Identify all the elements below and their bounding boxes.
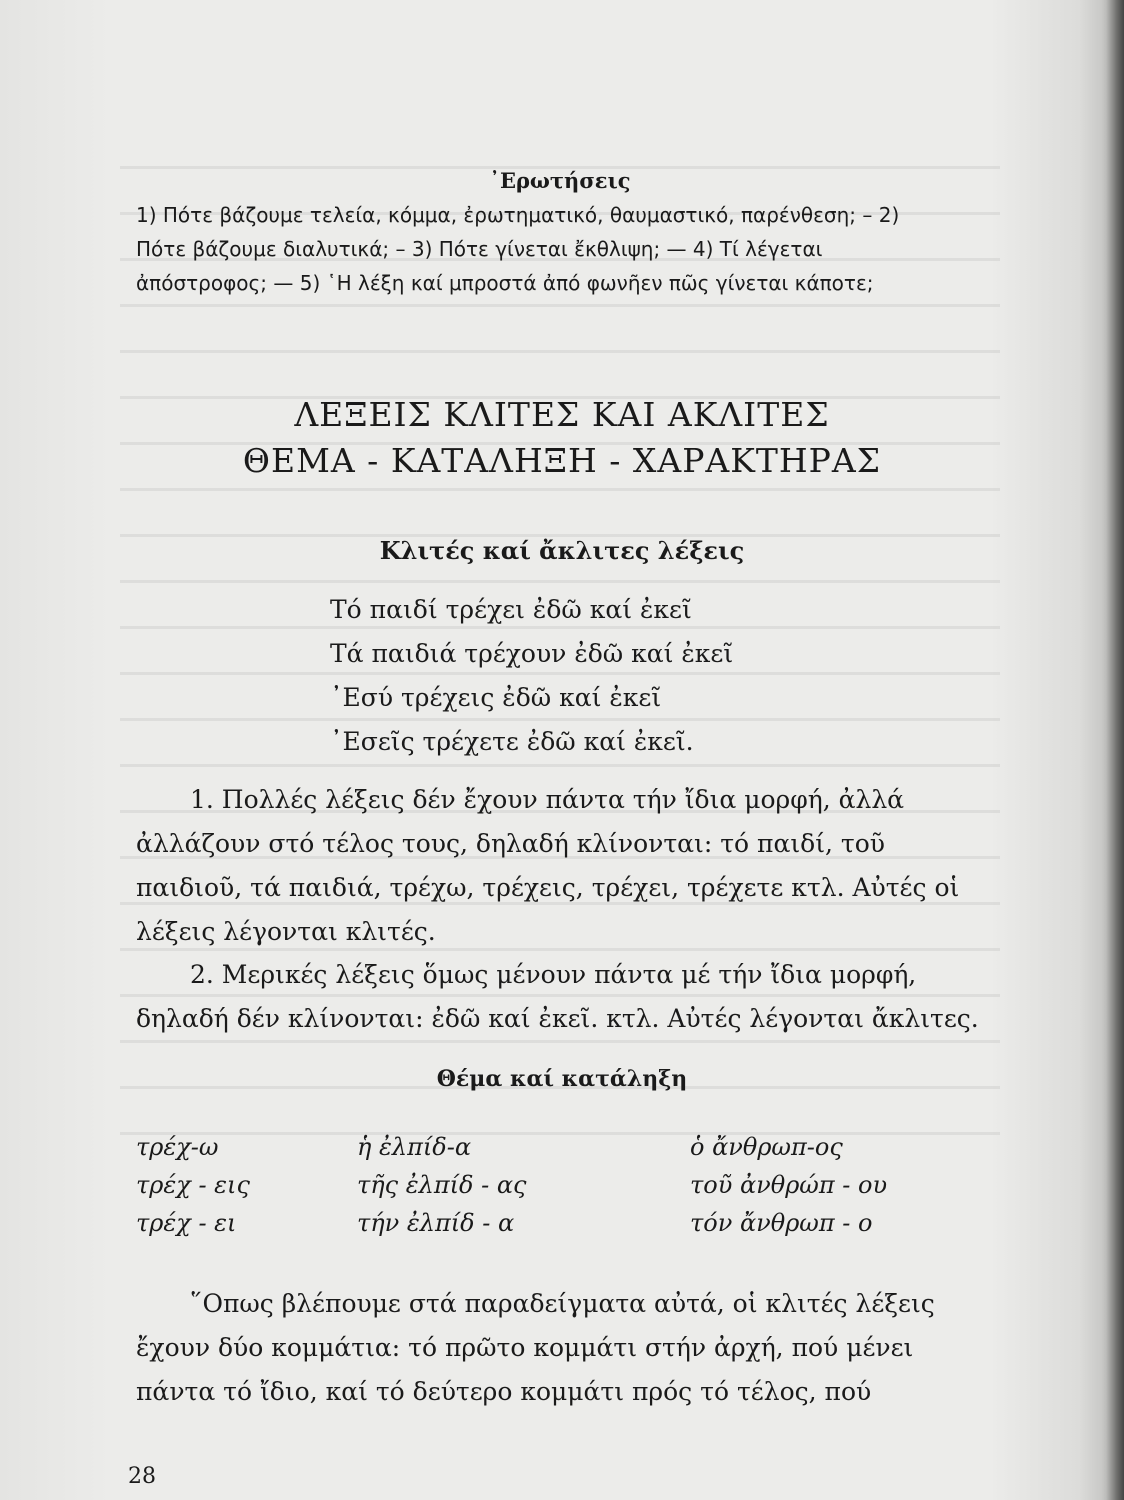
table-cell: τρέχ - εις xyxy=(136,1171,250,1199)
questions-title: ᾿Ερωτήσεις xyxy=(489,168,631,193)
paragraph-line: ἀλλάζουν στό τέλος τους, δηλαδή κλίνονται: τό παιδί, τοῦ xyxy=(136,829,885,858)
table-column-masculine xyxy=(690,1128,887,1242)
chapter-heading-line1: ΛΕΞΕΙΣ ΚΛΙΤΕΣ ΚΑΙ ΑΚΛΙΤΕΣ xyxy=(294,395,830,434)
section-title-stem-ending: Θέμα καί κατάληξη xyxy=(436,1066,688,1092)
table-column-verb xyxy=(136,1128,250,1242)
chapter-heading xyxy=(0,392,1124,484)
table-cell: τήν ἐλπίδ - α xyxy=(357,1209,515,1237)
paragraph-line: 2. Μερικές λέξεις ὅμως μένουν πάντα μέ τήν ἴδια μορφή, xyxy=(190,960,917,989)
paragraph-1 xyxy=(136,778,970,954)
paragraph-line: λέξεις λέγονται κλιτές. xyxy=(136,917,436,946)
table-cell: ὁ ἄνθρωπ-ος xyxy=(690,1133,843,1161)
paragraph-line: παιδιοῦ, τά παιδιά, τρέχω, τρέχεις, τρέχει, τρέχετε κτλ. Αὐτές οἱ xyxy=(136,873,960,902)
table-cell: ἡ ἐλπίδ-α xyxy=(357,1133,472,1161)
example-line: Τά παιδιά τρέχουν ἐδῶ καί ἐκεῖ xyxy=(330,639,734,668)
questions-line: 1) Πότε βάζουμε τελεία, κόμμα, ἐρωτηματικό, θαυμαστικό, παρένθεση; – 2) xyxy=(136,203,900,227)
table-column-feminine xyxy=(357,1128,526,1242)
paragraph-line: πάντα τό ἴδιο, καί τό δεύτερο κομμάτι πρός τό τέλος, πού xyxy=(136,1377,872,1406)
example-line: Τό παιδί τρέχει ἐδῶ καί ἐκεῖ xyxy=(330,595,692,624)
chapter-heading-line2: ΘΕΜΑ - ΚΑΤΑΛΗΞΗ - ΧΑΡΑΚΤΗΡΑΣ xyxy=(242,441,882,480)
paragraph-line: 1. Πολλές λέξεις δέν ἔχουν πάντα τήν ἴδια μορφή, ἀλλά xyxy=(190,785,905,814)
paragraph-line: ῞Οπως βλέπουμε στά παραδείγματα αὐτά, οἱ κλιτές λέξεις xyxy=(190,1289,935,1318)
questions-line: ἀπόστροφος; — 5) ῾Η λέξη καί μπροστά ἀπό φωνῆεν πῶς γίνεται κάποτε; xyxy=(136,271,874,295)
page-edge-shadow xyxy=(1106,0,1124,1500)
paragraph-line: ἔχουν δύο κομμάτια: τό πρῶτο κομμάτι στήν ἀρχή, πού μένει xyxy=(136,1333,914,1362)
table-cell: τοῦ ἀνθρώπ - ου xyxy=(690,1171,888,1199)
example-line: ᾿Εσύ τρέχεις ἐδῶ καί ἐκεῖ xyxy=(330,683,662,712)
questions-line: Πότε βάζουμε διαλυτικά; – 3) Πότε γίνεται ἔκθλιψη; — 4) Τί λέγεται xyxy=(136,237,823,261)
questions-body xyxy=(136,198,970,300)
example-sentences xyxy=(330,588,890,764)
example-line: ᾿Εσεῖς τρέχετε ἐδῶ καί ἐκεῖ. xyxy=(330,727,694,756)
section-title-inflected: Κλιτές καί ἄκλιτες λέξεις xyxy=(379,536,745,565)
paragraph-line: δηλαδή δέν κλίνονται: ἐδῶ καί ἐκεῖ. κτλ. Αὐτές λέγονται ἄκλιτες. xyxy=(136,1004,979,1033)
paragraph-2 xyxy=(136,953,979,1041)
table-cell: τρέχ-ω xyxy=(136,1133,219,1161)
table-cell: τόν ἄνθρωπ - ο xyxy=(690,1209,873,1237)
table-cell: τρέχ - ει xyxy=(136,1209,237,1237)
paragraph-3 xyxy=(136,1282,970,1414)
page-number: 28 xyxy=(128,1464,156,1489)
table-cell: τῆς ἐλπίδ - ας xyxy=(357,1171,527,1199)
